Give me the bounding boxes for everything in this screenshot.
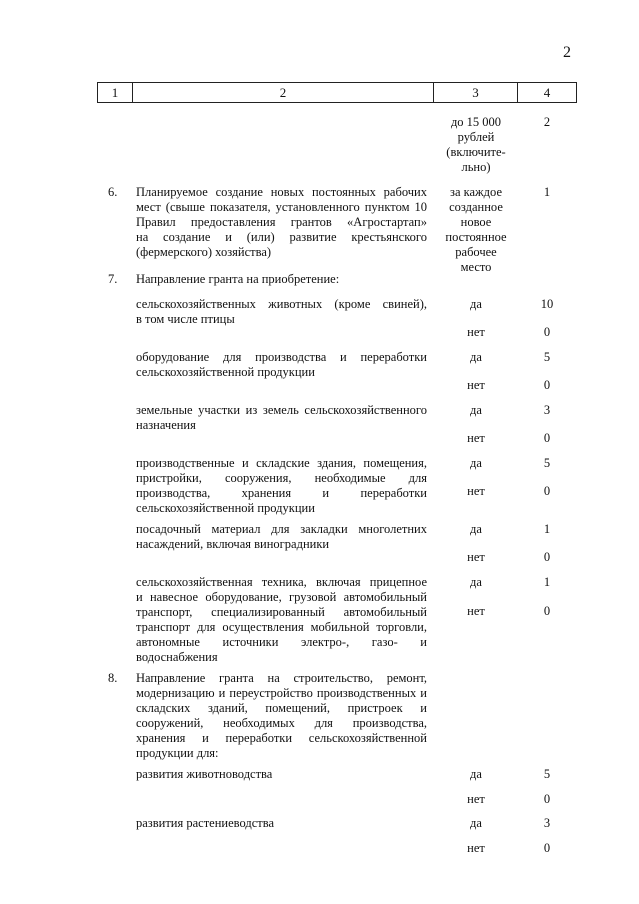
row8-item-option-yes: да: [470, 767, 482, 781]
row7-title: Направление гранта на приобретение:: [136, 272, 340, 286]
row6-line: Правил предоставления грантов «Агростартап»: [136, 215, 427, 229]
row8-line: продукции для:: [136, 746, 219, 760]
row7-item-option-yes: да: [470, 403, 482, 417]
row7-item-line: оборудование для производства и переработки: [136, 350, 427, 364]
row7-item-line: земельные участки из земель сельскохозяйственного: [136, 403, 427, 417]
row7-item-score-yes: 1: [543, 522, 551, 536]
row7-item-score-yes: 5: [543, 350, 551, 364]
row8-item-option-yes: да: [470, 816, 482, 830]
row8-item-score-no: 0: [543, 841, 551, 855]
cont-criteria: [436, 115, 516, 175]
row7-item-line: насаждений, включая виноградники: [136, 537, 330, 551]
row6-criteria-line: постоянное: [445, 230, 507, 244]
row7-item-score-no: 0: [543, 550, 551, 564]
row6-score: 1: [543, 185, 551, 199]
row7-item-score-no: 0: [543, 431, 551, 445]
row7-item-option-no: нет: [467, 550, 485, 564]
row7-item-score-yes: 10: [540, 297, 554, 311]
row7-item-line: сельскохозяйственных животных (кроме свиней),: [136, 297, 427, 311]
header-col-4: 4: [518, 83, 577, 103]
header-col-2: 2: [133, 83, 434, 103]
row7-item-line: сельскохозяйственная техника, включая прицепное: [136, 575, 427, 589]
row6-criteria-line: за каждое: [450, 185, 502, 199]
row8-item-option-no: нет: [467, 841, 485, 855]
row7-item-option-no: нет: [467, 378, 485, 392]
row8-item-score-yes: 5: [543, 767, 551, 781]
row8-item-score-yes: 3: [543, 816, 551, 830]
row7-item-description: [136, 403, 427, 433]
row7-item-description: [136, 350, 427, 380]
row7-item-line: пристройки, сооружения, необходимые для: [136, 471, 427, 485]
row7-item-option-no: нет: [467, 604, 485, 618]
row8-item-label: развития растениеводства: [136, 816, 275, 830]
row7-item-option-yes: да: [470, 456, 482, 470]
cont-criteria-line: (включите-: [446, 145, 506, 159]
header-col-1: 1: [98, 83, 133, 103]
row6-criteria-line: место: [460, 260, 492, 274]
row7-item-score-yes: 3: [543, 403, 551, 417]
row8-line: модернизацию и переустройство производственных и: [136, 686, 427, 700]
row7-item-option-yes: да: [470, 297, 482, 311]
row6-line: Планируемое создание новых постоянных рабочих: [136, 185, 427, 199]
row6-number: 6.: [108, 185, 118, 199]
page-number: 2: [563, 44, 571, 61]
row7-item-line: транспорт, специализированный автомобильный: [136, 605, 427, 619]
row8-line: складских зданий, помещений, пристроек и: [136, 701, 427, 715]
row7-item-option-yes: да: [470, 575, 482, 589]
row6-criteria-line: рабочее: [455, 245, 497, 259]
row7-item-option-no: нет: [467, 484, 485, 498]
row7-item-line: сельскохозяйственной продукции: [136, 365, 315, 379]
table-header: [97, 82, 577, 103]
cont-criteria-line: рублей: [457, 130, 495, 144]
row8-number: 8.: [108, 671, 118, 685]
row7-item-line: назначения: [136, 418, 196, 432]
row7-item-score-yes: 1: [543, 575, 551, 589]
row8-description: [136, 671, 427, 761]
cont-criteria-line: до 15 000: [450, 115, 502, 129]
row7-item-description: [136, 297, 427, 327]
row8-item-option-no: нет: [467, 792, 485, 806]
row7-item-option-no: нет: [467, 325, 485, 339]
row7-item-line: и навесное оборудование, грузовой автомобильный: [136, 590, 427, 604]
row6-criteria-line: новое: [460, 215, 492, 229]
row8-line: хранения и переработки сельскохозяйственной: [136, 731, 427, 745]
row7-item-line: производства, хранения и переработки: [136, 486, 427, 500]
row8-item-score-no: 0: [543, 792, 551, 806]
row7-item-description: [136, 575, 427, 665]
row7-item-line: в том числе птицы: [136, 312, 235, 326]
row7-item-description: [136, 456, 427, 516]
row7-number: 7.: [108, 272, 118, 286]
row7-item-description: [136, 522, 427, 552]
cont-criteria-line: льно): [461, 160, 491, 174]
row8-item-label: развития животноводства: [136, 767, 273, 781]
row7-item-score-no: 0: [543, 484, 551, 498]
header-col-3: 3: [434, 83, 518, 103]
row7-item-line: транспорт для осуществления мобильной торговли,: [136, 620, 427, 634]
row7-item-line: сельскохозяйственной продукции: [136, 501, 315, 515]
row7-item-option-no: нет: [467, 431, 485, 445]
row6-criteria: [436, 185, 516, 275]
row7-item-line: водоснабжения: [136, 650, 218, 664]
row7-item-score-yes: 5: [543, 456, 551, 470]
cont-score: 2: [543, 115, 551, 129]
row6-description: [136, 185, 427, 260]
row7-item-line: посадочный материал для закладки многолетних: [136, 522, 427, 536]
row7-item-line: автономные источники электро-, газо- и: [136, 635, 427, 649]
row7-item-score-no: 0: [543, 604, 551, 618]
row7-item-line: производственные и складские здания, помещения,: [136, 456, 427, 470]
row8-line: сооружений, необходимых для производства,: [136, 716, 427, 730]
row8-line: Направление гранта на строительство, ремонт,: [136, 671, 427, 685]
row7-item-score-no: 0: [543, 325, 551, 339]
row7-item-option-yes: да: [470, 350, 482, 364]
row6-line: на создание и (или) развитие крестьянского: [136, 230, 427, 244]
row7-item-option-yes: да: [470, 522, 482, 536]
row7-item-score-no: 0: [543, 378, 551, 392]
row6-line: (фермерского) хозяйства): [136, 245, 272, 259]
row6-line: мест (свыше показателя, установленного пунктом 10: [136, 200, 427, 214]
row6-criteria-line: созданное: [449, 200, 503, 214]
